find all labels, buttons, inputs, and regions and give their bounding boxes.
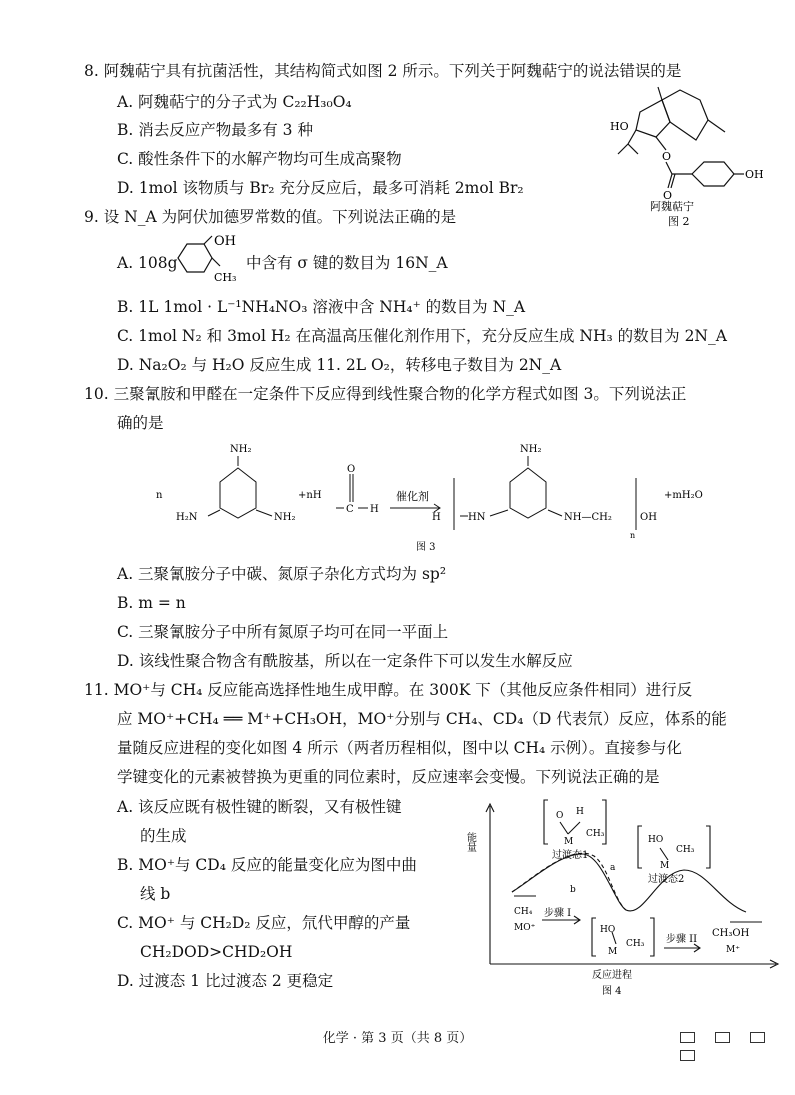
q9-stem: 9. 设 N_A 为阿伏加德罗常数的值。下列说法正确的是 bbox=[84, 208, 457, 226]
q9-oh-label: OH bbox=[214, 234, 236, 249]
q10-option-c: C. 三聚氰胺分子中所有氮原子均可在同一平面上 bbox=[117, 623, 449, 641]
q8-fig-name: 阿魏萜宁 bbox=[650, 200, 694, 213]
footer-box-1 bbox=[680, 1032, 695, 1043]
q11-fig-int-ch3: CH₃ bbox=[626, 939, 645, 949]
q11-fig-ts1-o: O bbox=[556, 811, 564, 821]
q10-fig-h: H bbox=[370, 504, 379, 515]
q11-option-b-2: 线 b bbox=[140, 885, 171, 903]
q11-option-c-2: CH₂DOD>CHD₂OH bbox=[140, 943, 293, 961]
q10-stem-1: 10. 三聚氰胺和甲醛在一定条件下反应得到线性聚合物的化学方程式如图 3。下列说法正 bbox=[84, 385, 687, 403]
q11-stem-4: 学键变化的元素被替换为更重的同位素时，反应速率会变慢。下列说法正确的是 bbox=[117, 768, 660, 786]
q10-fig-nh-ch2: NH—CH₂ bbox=[564, 512, 612, 523]
q9-option-a-pre: A. 108g bbox=[117, 254, 178, 272]
q11-fig-mo: MO⁺ bbox=[514, 923, 536, 933]
q11-option-a-2: 的生成 bbox=[140, 827, 187, 845]
q11-fig-ts2-m: M bbox=[660, 861, 670, 871]
q10-fig-plus-mh2o: +mH₂O bbox=[664, 490, 703, 501]
q11-fig-step1: 步骤 I bbox=[544, 908, 572, 919]
q11-fig-caption: 图 4 bbox=[602, 986, 622, 997]
q11-option-d: D. 过渡态 1 比过渡态 2 更稳定 bbox=[117, 972, 334, 990]
footer-box-4 bbox=[680, 1050, 695, 1061]
q9-option-b: B. 1L 1mol · L⁻¹NH₄NO₃ 溶液中含 NH₄⁺ 的数目为 N_A bbox=[117, 298, 526, 316]
q10-fig-nh2-right: NH₂ bbox=[274, 512, 296, 523]
q10-fig-n: n bbox=[156, 490, 163, 501]
q11-option-a-1: A. 该反应既有极性键的断裂，又有极性键 bbox=[117, 798, 402, 816]
q11-fig-ts1-ch3: CH₃ bbox=[586, 829, 605, 839]
q11-fig-int-ho: HO bbox=[600, 925, 616, 935]
q10-option-b: B. m = n bbox=[117, 594, 186, 612]
q10-fig-nh2-top-left: NH₂ bbox=[230, 444, 252, 455]
q11-stem-2: 应 MO⁺+CH₄ ══ M⁺+CH₃OH，MO⁺分别与 CH₄、CD₄（D 代表氘）反应，体系的能 bbox=[117, 710, 727, 728]
q11-fig-curve-a: a bbox=[610, 863, 616, 873]
q8-option-d: D. 1mol 该物质与 Br₂ 充分反应后，最多可消耗 2mol Br₂ bbox=[117, 179, 524, 197]
footer-box-2 bbox=[715, 1032, 730, 1043]
figure-2-structure bbox=[600, 82, 780, 232]
q11-fig-int-m: M bbox=[608, 947, 618, 957]
q11-fig-ch3oh: CH₃OH bbox=[712, 928, 750, 939]
q8-option-a: A. 阿魏萜宁的分子式为 C₂₂H₃₀O₄ bbox=[117, 93, 352, 111]
q11-fig-ch4: CH₄ bbox=[514, 907, 533, 917]
q8-option-b: B. 消去反应产物最多有 3 种 bbox=[117, 121, 313, 139]
q10-fig-h-left: H bbox=[432, 512, 441, 523]
q8-stem: 8. 阿魏萜宁具有抗菌活性，其结构简式如图 2 所示。下列关于阿魏萜宁的说法错误的是 bbox=[84, 62, 682, 80]
q10-fig-caption: 图 3 bbox=[416, 542, 436, 553]
q11-option-b-1: B. MO⁺与 CD₄ 反应的能量变化应为图中曲 bbox=[117, 856, 417, 874]
q10-fig-o: O bbox=[347, 464, 356, 475]
q10-fig-oh: OH bbox=[640, 512, 657, 523]
q9-option-c: C. 1mol N₂ 和 3mol H₂ 在高温高压催化剂作用下，充分反应生成 NH₃ 的数目为 2N_A bbox=[117, 327, 727, 345]
q10-fig-hn: HN bbox=[468, 512, 486, 523]
q11-option-c-1: C. MO⁺ 与 CH₂D₂ 反应，氘代甲醇的产量 bbox=[117, 914, 411, 932]
q11-fig-ts1-label: 过渡态1 bbox=[552, 850, 589, 861]
q11-fig-ts1-h: H bbox=[576, 807, 584, 817]
q11-stem-3: 量随反应进程的变化如图 4 所示（两者历程相似，图中以 CH₄ 示例）。直接参与化 bbox=[117, 739, 682, 757]
q10-fig-nh2-top-right: NH₂ bbox=[520, 444, 542, 455]
q10-fig-sub-n: n bbox=[630, 531, 636, 540]
q11-fig-ts2-ch3: CH₃ bbox=[676, 845, 695, 855]
q8-fig-oh: OH bbox=[745, 168, 764, 181]
page-footer: 化学 · 第 3 页（共 8 页） bbox=[322, 1031, 473, 1046]
q10-fig-h2n: H₂N bbox=[176, 512, 198, 523]
footer-boxes bbox=[680, 1029, 795, 1065]
q8-option-c: C. 酸性条件下的水解产物均可生成高聚物 bbox=[117, 150, 402, 168]
q8-fig-caption: 图 2 bbox=[668, 215, 690, 228]
q11-fig-mplus: M⁺ bbox=[726, 945, 740, 955]
q10-fig-c: C bbox=[346, 504, 354, 515]
q8-fig-o1: O bbox=[662, 150, 672, 163]
q10-option-a: A. 三聚氰胺分子中碳、氮原子杂化方式均为 sp² bbox=[117, 565, 447, 583]
q11-fig-ts1-m: M bbox=[564, 837, 574, 847]
q11-fig-curve-b: b bbox=[570, 885, 576, 895]
q11-stem-1: 11. MO⁺与 CH₄ 反应能高选择性地生成甲醇。在 300K 下（其他反应条件相同）进行反 bbox=[84, 681, 693, 699]
q11-fig-xlabel: 反应进程 bbox=[592, 970, 632, 981]
q10-stem-2: 确的是 bbox=[117, 414, 164, 432]
q11-fig-ts2-label: 过渡态2 bbox=[648, 874, 685, 885]
q11-fig-ts2-ho: HO bbox=[648, 835, 664, 845]
q9-toluene-phenol-structure bbox=[170, 232, 250, 284]
q11-fig-step2: 步骤 II bbox=[666, 934, 698, 945]
q10-fig-plus-nh: +nH bbox=[298, 490, 322, 501]
figure-4-energy-diagram bbox=[462, 792, 782, 1002]
q9-option-a-post: 中含有 σ 键的数目为 16N_A bbox=[246, 254, 448, 272]
q10-fig-catalyst: 催化剂 bbox=[396, 490, 429, 503]
q8-fig-o2: O bbox=[663, 189, 673, 202]
q10-option-d: D. 该线性聚合物含有酰胺基，所以在一定条件下可以发生水解反应 bbox=[117, 652, 573, 670]
q9-option-d: D. Na₂O₂ 与 H₂O 反应生成 11. 2L O₂，转移电子数目为 2N_A bbox=[117, 356, 562, 374]
figure-3-equation bbox=[150, 438, 720, 554]
footer-box-3 bbox=[750, 1032, 765, 1043]
q9-ch3-label: CH₃ bbox=[214, 271, 237, 284]
q8-fig-ho: HO bbox=[610, 120, 629, 133]
q11-fig-ylabel: 能量 bbox=[464, 832, 476, 852]
